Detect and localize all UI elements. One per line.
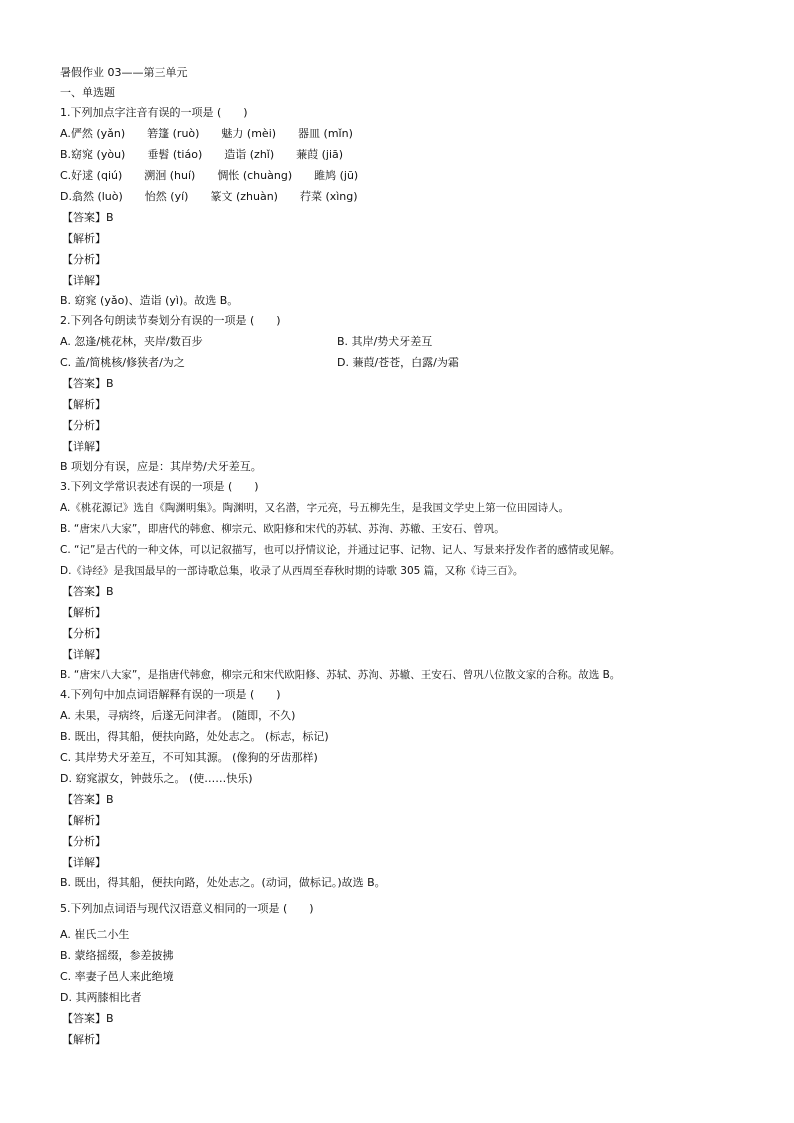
- q2-xiangjie: 【详解】: [62, 440, 106, 453]
- q3-option-b: B. “唐宋八大家”，即唐代的韩愈、柳宗元、欧阳修和宋代的苏轼、苏洵、苏辙、王安石、曾巩。: [60, 523, 505, 535]
- q3-explanation: B. “唐宋八大家”，是指唐代韩愈，柳宗元和宋代欧阳修、苏轼、苏洵、苏辙、王安石、曾巩八位散文家的合称。故选 B。: [60, 669, 621, 681]
- q2-answer: 【答案】B: [62, 377, 114, 390]
- q5-option-b: B. 蒙络摇缀，参差披拂: [60, 949, 174, 962]
- q5-option-c: C. 率妻子邑人来此绝境: [60, 970, 174, 983]
- q2-fenxi: 【分析】: [62, 419, 106, 432]
- q1-option-a: A.俨然 (yǎn) 箬篷 (ruò) 魅力 (mèi) 器皿 (mǐn): [60, 127, 353, 140]
- q4-option-c: C. 其岸势犬牙差互，不可知其源。 (像狗的牙齿那样): [60, 751, 318, 764]
- q4-jiexi: 【解析】: [62, 814, 106, 827]
- q3-answer: 【答案】B: [62, 585, 114, 598]
- q2-option-b: B. 其岸/势犬牙差互: [337, 335, 433, 348]
- q3-option-c: C. “记”是古代的一种文体，可以记叙描写，也可以抒情议论，并通过记事、记物、记人、写景来抒发作者的感情或见解。: [60, 544, 621, 556]
- q5-answer: 【答案】B: [62, 1012, 114, 1025]
- q1-stem: 1.下列加点字注音有误的一项是 ( ): [60, 106, 248, 119]
- q2-jiexi: 【解析】: [62, 398, 106, 411]
- q1-explanation: B. 窈窕 (yǎo)、造诣 (yì)。故选 B。: [60, 294, 239, 307]
- q2-option-c: C. 盖/简桃核/修狭者/为之: [60, 356, 185, 369]
- q2-option-d: D. 蒹葭/苍苍，白露/为霜: [337, 356, 459, 369]
- q1-option-d: D.翕然 (luò) 怡然 (yí) 篆文 (zhuàn) 荇菜 (xìng): [60, 190, 358, 203]
- q4-fenxi: 【分析】: [62, 835, 106, 848]
- q1-option-c: C.好逑 (qiú) 溯洄 (huí) 惆怅 (chuàng) 雎鸠 (jū): [60, 169, 359, 182]
- q4-stem: 4.下列句中加点词语解释有误的一项是 ( ): [60, 688, 281, 701]
- q3-fenxi: 【分析】: [62, 627, 106, 640]
- q1-answer: 【答案】B: [62, 211, 114, 224]
- q2-option-a: A. 忽逢/桃花林，夹岸/数百步: [60, 335, 203, 348]
- q2-explanation: B 项划分有误，应是：其岸势/犬牙差互。: [60, 460, 262, 473]
- q3-option-a: A.《桃花源记》选自《陶渊明集》。陶渊明，又名潜，字元亮，号五柳先生，是我国文学史上第一位田园诗人。: [60, 502, 570, 514]
- q1-jiexi: 【解析】: [62, 232, 106, 245]
- q4-option-a: A. 未果，寻病终，后遂无问津者。 (随即，不久): [60, 709, 296, 722]
- q4-option-b: B. 既出，得其船，便扶向路，处处志之。 (标志，标记): [60, 730, 329, 743]
- q5-jiexi: 【解析】: [62, 1033, 106, 1046]
- q1-option-b: B.窈窕 (yòu) 垂髫 (tiáo) 造诣 (zhǐ) 蒹葭 (jiā): [60, 148, 344, 161]
- q4-option-d: D. 窈窕淑女，钟鼓乐之。 (使……快乐): [60, 772, 253, 785]
- q3-stem: 3.下列文学常识表述有误的一项是 ( ): [60, 480, 259, 493]
- q3-jiexi: 【解析】: [62, 606, 106, 619]
- doc-title: 暑假作业 03——第三单元: [60, 66, 188, 79]
- q1-fenxi: 【分析】: [62, 253, 106, 266]
- q2-stem: 2.下列各句朗读节奏划分有误的一项是 ( ): [60, 314, 281, 327]
- q1-xiangjie: 【详解】: [62, 274, 106, 287]
- q5-option-a: A. 崔氏二小生: [60, 928, 130, 941]
- q4-explanation: B. 既出，得其船，便扶向路，处处志之。(动词，做标记。)故选 B。: [60, 876, 386, 889]
- section-heading: 一、单选题: [60, 86, 115, 99]
- q5-stem: 5.下列加点词语与现代汉语意义相同的一项是 ( ): [60, 902, 314, 915]
- q4-answer: 【答案】B: [62, 793, 114, 806]
- q3-option-d: D.《诗经》是我国最早的一部诗歌总集，收录了从西周至春秋时期的诗歌 305 篇，又称《诗三百》。: [60, 565, 524, 577]
- q4-xiangjie: 【详解】: [62, 856, 106, 869]
- q3-xiangjie: 【详解】: [62, 648, 106, 661]
- q5-option-d: D. 其两膝相比者: [60, 991, 142, 1004]
